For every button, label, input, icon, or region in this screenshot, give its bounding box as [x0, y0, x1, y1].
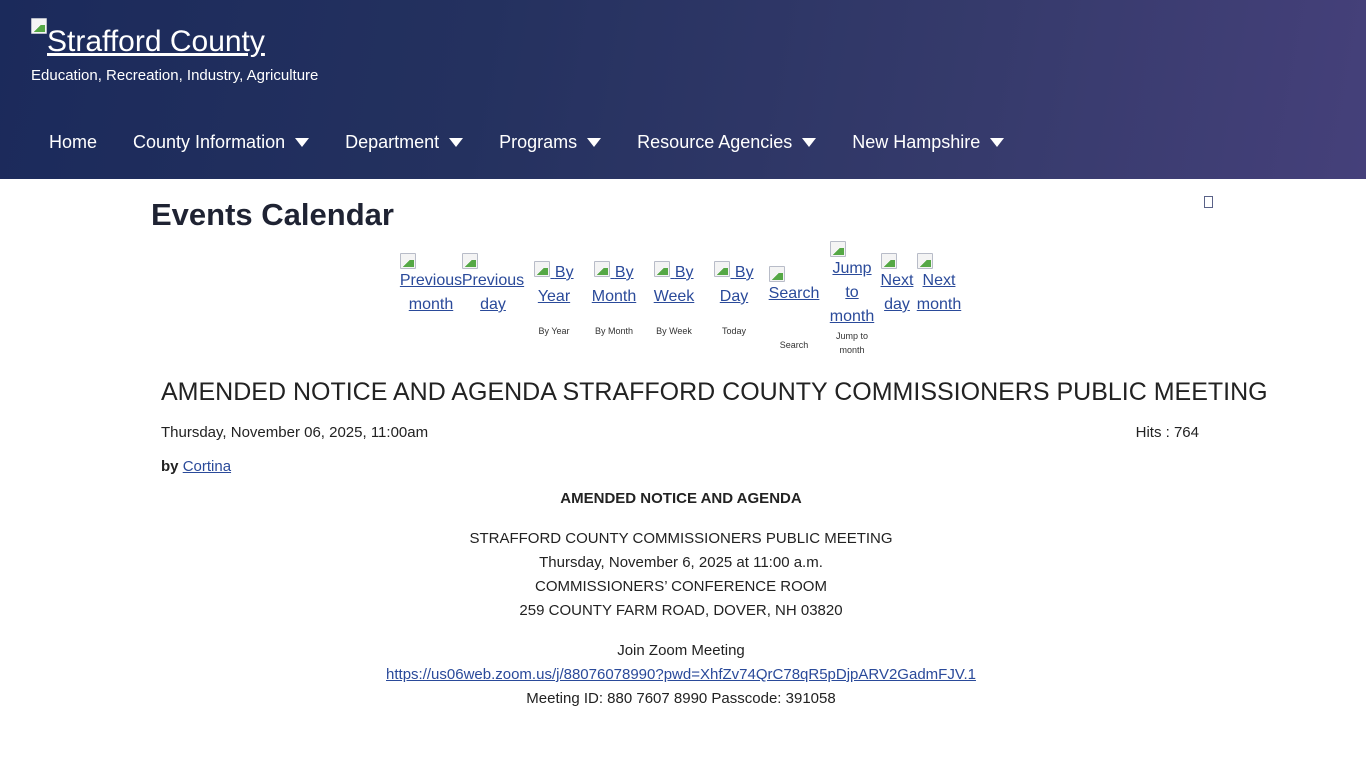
print-icon[interactable] [1204, 196, 1213, 208]
event-meta [161, 423, 1201, 443]
logo-image-icon [31, 18, 47, 34]
next-day-button[interactable] [880, 253, 914, 317]
site-tagline: Education, Recreation, Industry, Agriculture [31, 67, 319, 84]
by-day-button[interactable] [704, 261, 764, 338]
site-header [0, 0, 1366, 179]
by-year-icon [534, 261, 550, 277]
caption-text: Jump to [835, 331, 868, 341]
event-hits: Hits : 764 [1135, 424, 1199, 441]
link-text: Week [653, 288, 695, 305]
caption-text: month [839, 345, 865, 355]
nav-item-programs[interactable] [481, 132, 619, 153]
nav-label: Department [345, 131, 440, 152]
jump-to-month-button[interactable] [824, 241, 880, 357]
page-title: Events Calendar [151, 197, 394, 232]
today-caption: Today [721, 326, 747, 336]
link-text: Next [880, 272, 914, 289]
caret-down-icon [802, 138, 816, 147]
caret-down-icon [295, 138, 309, 147]
previous-month-link[interactable] [400, 253, 462, 317]
link-text: day [884, 296, 910, 313]
link-text: By [734, 264, 754, 281]
link-text: month [916, 296, 962, 313]
link-text: By [554, 264, 574, 281]
jump-to-month-icon [830, 241, 846, 257]
next-day-icon [881, 253, 897, 269]
zoom-info [161, 639, 1201, 711]
next-month-button[interactable] [914, 253, 964, 317]
event-title: AMENDED NOTICE AND AGENDA STRAFFORD COUNTY COMMISSIONERS PUBLIC MEETING [161, 378, 1268, 406]
link-text: Month [591, 288, 637, 305]
next-day-link[interactable] [881, 253, 914, 317]
nav-label: County Information [133, 131, 286, 152]
link-text: Jump [832, 260, 872, 277]
meeting-address: 259 COUNTY FARM ROAD, DOVER, NH 03820 [519, 602, 843, 619]
body-heading: AMENDED NOTICE AND AGENDA [560, 490, 802, 507]
link-text: month [829, 308, 875, 325]
meeting-info [161, 527, 1201, 623]
by-label: by [161, 458, 179, 475]
meeting-date: Thursday, November 6, 2025 at 11:00 a.m. [539, 554, 823, 571]
caret-down-icon [587, 138, 601, 147]
link-text: Next [922, 272, 956, 289]
by-day-link[interactable] [714, 261, 753, 309]
event-body [161, 487, 1201, 711]
meeting-location: COMMISSIONERS’ CONFERENCE ROOM [535, 578, 827, 595]
by-week-link[interactable] [654, 261, 695, 309]
previous-month-button[interactable] [400, 253, 462, 317]
nav-item-resource-agencies[interactable] [619, 132, 834, 153]
by-year-caption: By Year [538, 326, 570, 336]
nav-item-county-information[interactable] [115, 132, 327, 153]
by-day-icon [714, 261, 730, 277]
by-month-link[interactable] [592, 261, 636, 309]
link-text: to [845, 284, 859, 301]
link-text: Previous [461, 272, 525, 289]
zoom-label: Join Zoom Meeting [617, 642, 745, 659]
by-month-button[interactable] [584, 261, 644, 338]
main-nav [31, 124, 1022, 160]
event-datetime: Thursday, November 06, 2025, 11:00am [161, 424, 429, 441]
by-week-icon [654, 261, 670, 277]
link-text: Search [768, 285, 820, 302]
previous-month-icon [400, 253, 416, 269]
jump-to-month-caption [836, 329, 868, 357]
previous-day-link[interactable] [462, 253, 524, 317]
by-month-icon [594, 261, 610, 277]
search-caption: Search [779, 340, 809, 350]
link-text: By [674, 264, 694, 281]
link-text: Year [537, 288, 571, 305]
event-details [161, 376, 1268, 727]
link-text: Day [719, 288, 749, 305]
nav-item-department[interactable] [327, 132, 481, 153]
previous-day-icon [462, 253, 478, 269]
calendar-nav [400, 241, 964, 357]
caret-down-icon [449, 138, 463, 147]
next-month-icon [917, 253, 933, 269]
meeting-name: STRAFFORD COUNTY COMMISSIONERS PUBLIC MEETING [469, 530, 893, 547]
link-text: By [614, 264, 634, 281]
brand [31, 18, 318, 84]
search-link[interactable] [769, 266, 820, 306]
site-logo-link[interactable] [31, 18, 265, 60]
by-week-caption: By Week [656, 326, 692, 336]
nav-item-home[interactable] [31, 132, 115, 153]
nav-label: Programs [499, 131, 578, 152]
by-month-caption: By Month [594, 326, 634, 336]
search-icon [769, 266, 785, 282]
link-text: Previous [399, 272, 463, 289]
by-year-button[interactable] [524, 261, 584, 338]
previous-day-button[interactable] [462, 253, 524, 317]
meeting-credentials: Meeting ID: 880 7607 8990 Passcode: 391058 [526, 690, 836, 707]
author-link[interactable]: Cortina [182, 458, 232, 475]
site-name: Strafford County [47, 25, 265, 58]
nav-label: New Hampshire [852, 131, 981, 152]
jump-to-month-link[interactable] [830, 241, 874, 329]
link-text: month [408, 296, 454, 313]
link-text: day [480, 296, 506, 313]
nav-label: Resource Agencies [637, 131, 793, 152]
caret-down-icon [990, 138, 1004, 147]
event-author-line [161, 457, 1201, 477]
nav-item-new-hampshire[interactable] [834, 132, 1022, 153]
nav-label: Home [49, 131, 98, 152]
by-week-button[interactable] [644, 261, 704, 338]
zoom-meeting-link[interactable]: https://us06web.zoom.us/j/88076078990?pwd=XhfZv74QrC78qR5pDjpARV2GadmFJV.1 [386, 666, 976, 683]
next-month-link[interactable] [917, 253, 961, 317]
by-year-link[interactable] [534, 261, 573, 309]
search-button[interactable] [764, 266, 824, 352]
